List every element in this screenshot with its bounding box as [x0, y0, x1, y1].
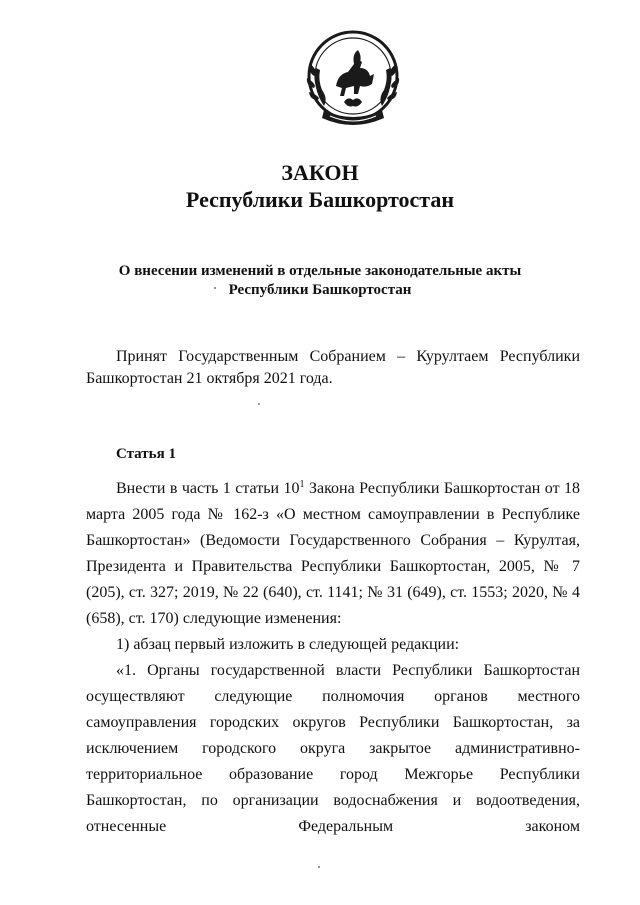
- subtitle-line-1: О внесении изменений в отдельные законодательные акты: [118, 263, 522, 279]
- scan-speck: [214, 287, 216, 289]
- intro-text-start: Внести в часть 1 статьи 10: [116, 480, 300, 497]
- article-intro: [86, 476, 580, 632]
- law-title: [0, 159, 640, 213]
- scan-speck: [258, 403, 260, 405]
- subtitle-line-2: Республики Башкортостан: [228, 282, 412, 298]
- article-item-1: 1) абзац первый изложить в следующей редакции:: [116, 636, 460, 653]
- article-quote: «1. Органы государственной власти Республики Башкортостан осуществляют следующие полномочия органов местного самоуправления городских округов Республики Башкортостан, за исключением городского округа закрытое административно-территориальное образование город Межгорье Республики Башкортостан, по организации водоснабжения и водоотведения, отнесенные Федеральным законом: [86, 662, 580, 835]
- title-line-2: Республики Башкортостан: [185, 187, 455, 212]
- law-subtitle: [0, 262, 640, 300]
- article-heading: Статья 1: [116, 446, 176, 462]
- title-line-1: ЗАКОН: [281, 160, 359, 185]
- adoption-text: Принят Государственным Собранием – Курултаем Республики Башкортостан 21 октября 2021 года.: [86, 348, 580, 387]
- intro-text-end: Закона Республики Башкортостан от 18 марта 2005 года № 162-з «О местном самоуправлении в Республике Башкортостан» (Ведомости Государственного Собрания – Курултая, Президента и Правительства Республики Башкортостан, 2005, № 7 (205), ст. 327; 2019, № 22 (640), ст. 1141; № 31 (649), ст. 1553; 2020, № 4 (658), ст. 170) следующие изменения:: [86, 480, 581, 627]
- adoption-statement: [86, 346, 580, 390]
- intro-superscript: 1: [299, 479, 305, 490]
- scan-speck: [318, 866, 320, 868]
- emblem-bashkortostan-icon: [302, 28, 404, 134]
- article-body: [86, 476, 580, 840]
